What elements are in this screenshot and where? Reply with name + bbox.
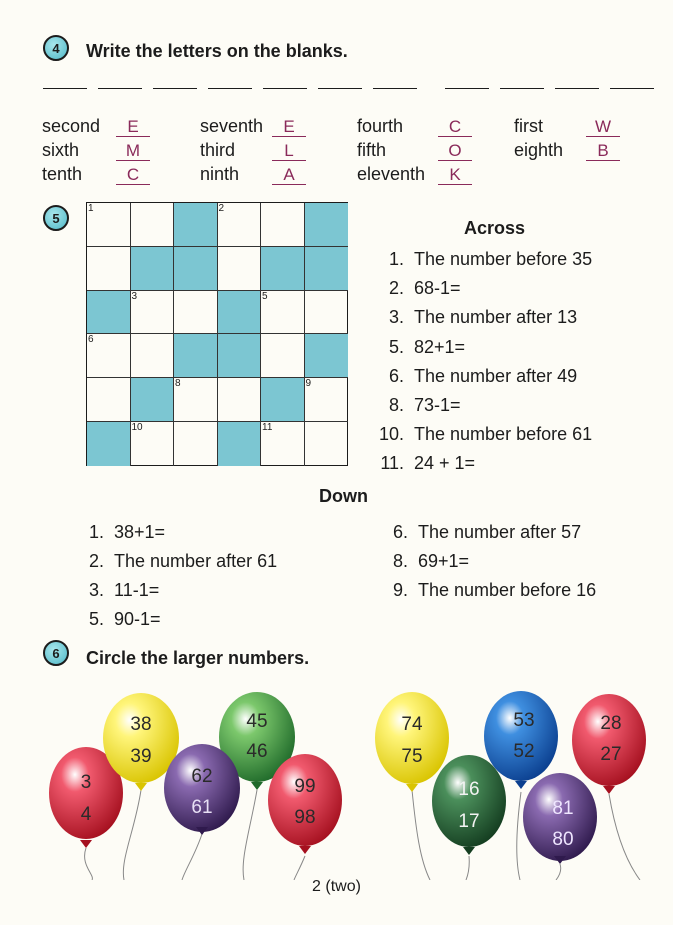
crossword-cell-number: 11 [262,422,273,433]
crossword-cell-number: 2 [218,203,225,214]
crossword-cell[interactable] [87,203,131,247]
across-heading: Across [464,218,526,238]
crossword-cell-number: 10 [131,422,143,433]
balloon-number[interactable]: 75 [401,746,423,767]
clue-number: 3. [88,580,104,600]
crossword-cell-number: 5 [262,290,268,302]
ordinal-word: fourth [357,116,404,136]
clue-text: The number after 13 [414,307,578,327]
ordinal-answer[interactable]: L [272,142,306,161]
ordinal-word: eleventh [357,164,426,184]
clue-text: The number after 57 [418,522,582,542]
clue-number: 9. [392,580,408,600]
crossword-cell[interactable] [87,334,131,378]
balloon-illustration [0,670,673,880]
down-clue [388,551,469,572]
crossword-shaded-cell [87,422,131,466]
crossword-shaded-cell [131,247,175,291]
down-clue [84,522,165,543]
balloon-green[interactable] [432,755,506,855]
clue-number: 8. [388,395,404,415]
balloon-number[interactable]: 80 [552,829,574,850]
balloon-number[interactable]: 81 [552,798,574,819]
clue-number: 6. [392,522,408,542]
crossword-shaded-cell [261,378,305,422]
crossword-cell[interactable] [261,422,305,466]
balloon-number[interactable]: 3 [80,772,92,793]
crossword-cell[interactable] [261,291,305,335]
letter-blank[interactable] [555,88,599,89]
ordinal-word: sixth [42,140,80,160]
crossword-shaded-cell [174,247,218,291]
letter-blank[interactable] [208,88,252,89]
crossword-cell[interactable] [305,422,349,466]
balloon-number[interactable]: 27 [600,744,622,765]
clue-text: 38+1= [114,522,166,542]
crossword-cell-number: 8 [175,378,181,390]
ordinal-word: tenth [42,164,83,184]
crossword-cell-number: 9 [305,378,312,390]
ordinal-answer[interactable]: E [116,118,150,137]
letter-blank[interactable] [153,88,197,89]
crossword-shaded-cell [261,247,305,291]
ordinal-word: ninth [200,164,240,184]
balloon-number[interactable]: 4 [80,804,92,825]
balloon-purple[interactable] [164,744,240,835]
ordinal-answer[interactable]: C [438,118,472,137]
section-6-number-badge: 6 [43,640,69,666]
letter-blank[interactable] [98,88,142,89]
balloon-number[interactable]: 17 [458,811,480,832]
crossword-cell[interactable] [131,203,175,247]
balloon-number[interactable]: 61 [191,797,213,818]
across-clue [378,278,461,299]
clue-text: 69+1= [418,551,470,571]
clue-number: 1. [88,522,104,542]
down-clue [84,551,277,572]
across-clue [378,453,475,474]
balloon-number[interactable]: 52 [513,741,535,762]
crossword-cell[interactable] [131,291,175,335]
across-clue [378,424,592,445]
crossword-cell-number: 1 [88,203,94,214]
crossword-cell[interactable] [218,378,262,422]
ordinal-word: third [200,140,236,160]
balloon-number[interactable]: 38 [130,714,152,735]
clue-text: 82+1= [414,337,466,357]
crossword-cell[interactable] [87,247,131,291]
ordinal-answer[interactable]: M [116,142,150,161]
letter-blank[interactable] [373,88,417,89]
balloon-number[interactable]: 53 [513,710,535,731]
clue-text: 24 + 1= [414,453,476,473]
ordinal-word: first [514,116,543,136]
crossword-cell[interactable] [174,422,218,466]
letter-blank[interactable] [445,88,489,89]
crossword-shaded-cell [305,247,349,291]
clue-text: 68-1= [414,278,461,298]
section-4-number-badge: 4 [43,35,69,61]
ordinal-answer[interactable]: K [438,166,472,185]
section-5-number-badge: 5 [43,205,69,231]
crossword-shaded-cell [131,378,175,422]
clue-number: 10. [378,424,404,444]
balloon-number[interactable]: 74 [401,714,423,735]
crossword-shaded-cell [218,334,262,378]
clue-number: 5. [388,337,404,357]
across-clue [378,337,465,358]
balloon-purple[interactable] [523,773,597,864]
clue-text: The number before 16 [418,580,597,600]
crossword-cell[interactable] [131,422,175,466]
down-clue [388,522,581,543]
clue-number: 6. [388,366,404,386]
page-number: 2 (two) [312,878,361,895]
ordinal-answer[interactable]: A [272,166,306,185]
letter-blank[interactable] [500,88,544,89]
crossword-shaded-cell [305,334,349,378]
crossword-cell[interactable] [261,334,305,378]
clue-number: 11. [380,453,404,473]
balloon-number[interactable]: 16 [458,779,480,800]
balloon-number[interactable]: 46 [246,741,268,762]
balloon-red[interactable] [572,694,646,794]
clue-number: 8. [392,551,408,571]
ordinal-word: seventh [200,116,264,136]
crossword-shaded-cell [174,203,218,247]
balloon-number[interactable]: 28 [600,713,622,734]
down-clue [84,609,161,630]
crossword-cell[interactable] [218,203,262,247]
clue-number: 2. [388,278,404,298]
crossword-shaded-cell [218,291,262,335]
across-clue [378,366,577,387]
ordinal-answer[interactable]: E [272,118,306,137]
clue-number: 2. [88,551,104,571]
across-clue [378,249,592,270]
clue-text: The number before 61 [414,424,593,444]
crossword-cell[interactable] [261,203,305,247]
balloon-number[interactable]: 62 [191,766,213,787]
balloon-red[interactable] [268,754,342,854]
balloon-number[interactable]: 39 [130,746,152,767]
down-clue [84,580,159,601]
crossword-cell[interactable] [174,378,218,422]
crossword-cell-number: 6 [88,334,94,346]
crossword-cell[interactable] [305,378,349,422]
clue-text: 90-1= [114,609,161,629]
crossword-cell[interactable] [218,247,262,291]
across-clue [378,395,461,416]
balloon-number[interactable]: 98 [294,807,316,828]
section-6-title: Circle the larger numbers. [86,648,310,668]
ordinal-word: second [42,116,101,136]
ordinal-answer[interactable]: B [586,142,620,161]
crossword-shaded-cell [87,291,131,335]
down-heading: Down [319,486,368,506]
across-clue [378,307,577,328]
crossword-shaded-cell [218,422,262,466]
crossword-grid [86,202,348,466]
balloon-number[interactable]: 45 [246,711,268,732]
clue-number: 1. [388,249,404,269]
down-clue [388,580,596,601]
crossword-shaded-cell [305,203,349,247]
crossword-cell[interactable] [87,378,131,422]
letter-blank[interactable] [318,88,362,89]
ordinal-answer[interactable]: O [438,142,472,161]
crossword-cell[interactable] [174,291,218,335]
ordinal-word: fifth [357,140,387,160]
ordinal-answer[interactable]: C [116,166,150,185]
clue-number: 3. [388,307,404,327]
clue-text: The number after 61 [114,551,278,571]
clue-number: 5. [88,609,104,629]
ordinal-answer[interactable]: W [586,118,620,137]
clue-text: 11-1= [114,580,160,600]
section-4-title: Write the letters on the blanks. [86,41,348,61]
crossword-cell[interactable] [131,334,175,378]
clue-text: The number before 35 [414,249,593,269]
letter-blank[interactable] [610,88,654,89]
ordinal-word: eighth [514,140,564,160]
crossword-shaded-cell [174,334,218,378]
balloon-number[interactable]: 99 [294,776,316,797]
crossword-cell[interactable] [305,291,349,335]
letter-blank[interactable] [263,88,307,89]
clue-text: The number after 49 [414,366,578,386]
crossword-cell-number: 3 [131,290,138,302]
letter-blank[interactable] [43,88,87,89]
clue-text: 73-1= [414,395,461,415]
